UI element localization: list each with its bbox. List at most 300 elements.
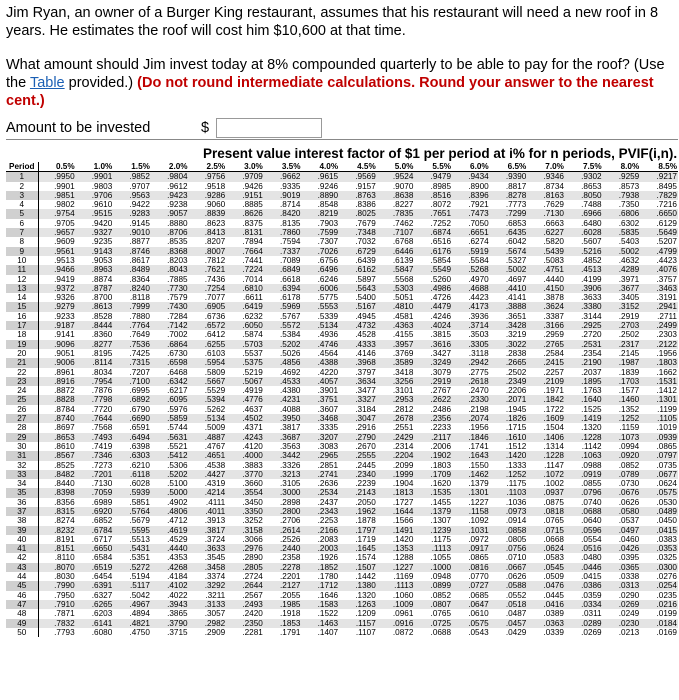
factor-cell: .0624 — [527, 544, 565, 553]
factor-cell: .2790 — [339, 433, 377, 442]
factor-cell: .6496 — [301, 265, 339, 274]
factor-cell: .6650 — [76, 544, 114, 553]
table-link[interactable]: Table — [29, 75, 65, 91]
factor-cell: .3427 — [430, 348, 452, 358]
factor-cell: .2303 — [656, 330, 677, 340]
table-row — [6, 507, 678, 516]
factor-cell: .6419 — [226, 302, 264, 311]
factor-cell: .6920 — [76, 507, 114, 516]
factor-cell: .7999 — [113, 302, 151, 311]
factor-cell: .5268 — [452, 265, 490, 274]
factor-cell: .9756 — [189, 172, 227, 182]
factor-cell: .6736 — [204, 311, 226, 321]
factor-cell: .0311 — [581, 609, 602, 619]
factor-cell: .6398 — [129, 441, 150, 451]
factor-cell: .9070 — [392, 181, 414, 191]
factor-cell: .0334 — [565, 600, 603, 609]
factor-cell: .9950 — [38, 172, 76, 182]
factor-cell: .5207 — [656, 237, 677, 247]
rate-header: 7.5% — [565, 162, 603, 172]
period-cell: 40 — [6, 535, 38, 544]
factor-cell: .0575 — [640, 488, 678, 497]
factor-cell: .7812 — [204, 255, 226, 265]
factor-cell: .0626 — [505, 572, 527, 582]
period-cell: 38 — [6, 516, 38, 525]
table-row — [6, 526, 678, 535]
factor-cell: .0756 — [490, 544, 528, 553]
factor-cell: .7730 — [151, 284, 189, 293]
factor-cell: .7954 — [76, 377, 114, 386]
rate-header: 7.0% — [527, 162, 565, 172]
factor-cell: .7488 — [581, 200, 602, 210]
factor-cell: .2198 — [468, 404, 489, 414]
factor-cell: .3166 — [527, 321, 565, 330]
factor-cell: .6454 — [91, 572, 113, 582]
factor-cell: .2122 — [640, 340, 678, 349]
factor-cell: .6618 — [279, 274, 301, 284]
factor-cell: .1379 — [468, 479, 489, 489]
factor-cell: .1263 — [339, 600, 377, 609]
factor-cell: .0647 — [452, 600, 490, 609]
pvif-table — [6, 162, 678, 637]
factor-cell: .4821 — [113, 619, 151, 628]
factor-cell: .3428 — [490, 321, 528, 330]
factor-cell: .8043 — [151, 265, 189, 274]
factor-cell: .3405 — [618, 293, 640, 303]
factor-cell: .2531 — [565, 340, 603, 349]
factor-cell: .8817 — [505, 181, 527, 191]
factor-cell: .4141 — [505, 293, 527, 303]
factor-cell: .9662 — [264, 172, 302, 182]
factor-cell: .0289 — [565, 619, 603, 628]
factor-cell: .5262 — [204, 404, 226, 414]
factor-cell: .8114 — [76, 358, 114, 367]
factor-cell: .7568 — [91, 423, 113, 433]
factor-cell: .6572 — [189, 321, 227, 330]
factor-cell: .8420 — [264, 209, 302, 218]
factor-cell: .9563 — [113, 191, 151, 200]
factor-cell: .0914 — [505, 516, 527, 526]
factor-cell: .0300 — [640, 563, 678, 572]
factor-cell: .6103 — [204, 348, 226, 358]
factor-cell: .8653 — [581, 181, 602, 191]
answer-divider — [6, 139, 678, 140]
factor-cell: .5002 — [603, 247, 641, 256]
factor-cell: .5847 — [377, 265, 415, 274]
factor-cell: .2941 — [640, 302, 678, 311]
factor-cell: .0789 — [603, 470, 641, 479]
period-cell: 47 — [6, 600, 38, 609]
period-cell: 16 — [6, 312, 38, 321]
factor-cell: .4936 — [317, 330, 339, 340]
factor-cell: .3660 — [242, 479, 263, 489]
factor-cell: .8525 — [54, 460, 75, 470]
factor-cell: .1159 — [619, 423, 640, 433]
factor-cell: .0765 — [430, 609, 452, 619]
factor-cell: .4776 — [226, 395, 264, 404]
factor-cell: .7273 — [91, 460, 113, 470]
factor-cell: .1113 — [414, 544, 452, 553]
factor-cell: .4246 — [430, 311, 452, 321]
factor-cell: .2204 — [377, 451, 415, 460]
factor-cell: .2109 — [527, 377, 565, 386]
factor-cell: .6650 — [640, 209, 678, 218]
factor-cell: .4440 — [151, 544, 189, 553]
factor-cell: .0460 — [618, 534, 640, 544]
factor-cell: .0797 — [640, 451, 678, 460]
factor-cell: .3633 — [189, 544, 227, 553]
factor-cell: .3633 — [581, 293, 602, 303]
factor-cell: .0994 — [618, 441, 640, 451]
factor-cell: .4268 — [151, 563, 189, 572]
factor-cell: .4651 — [189, 451, 227, 460]
factor-cell: .2437 — [317, 497, 339, 507]
factor-cell: .1380 — [339, 581, 377, 590]
factor-cell: .8784 — [54, 404, 75, 414]
factor-cell: .3943 — [151, 600, 189, 609]
factor-cell: .1780 — [317, 572, 339, 582]
factor-cell: .5051 — [392, 293, 414, 303]
factor-cell: .0715 — [527, 526, 565, 535]
factor-cell: .2278 — [264, 563, 302, 572]
factor-cell: .7579 — [167, 293, 188, 303]
factor-cell: .8763 — [339, 191, 377, 200]
factor-cell: .7894 — [242, 237, 263, 247]
table-row — [6, 581, 678, 590]
amount-input[interactable] — [216, 118, 322, 138]
factor-cell: .7910 — [38, 600, 76, 609]
factor-cell: .1985 — [264, 600, 302, 609]
question-paragraph-1: Jim Ryan, an owner of a Burger King restaurant, assumes that his restaurant will need a new roof in 8 years. He estimates the roof will cost him $10,600 at that time. — [6, 5, 659, 39]
factor-cell: .0554 — [581, 534, 602, 544]
factor-cell: .6274 — [468, 237, 489, 247]
factor-cell: .7885 — [167, 274, 188, 284]
factor-cell: .1199 — [657, 404, 677, 414]
factor-cell: .1333 — [505, 460, 527, 470]
factor-cell: .2003 — [301, 544, 339, 553]
factor-cell: .8638 — [377, 191, 415, 200]
factor-cell: .3066 — [242, 534, 263, 544]
period-cell: 29 — [6, 433, 38, 442]
factor-cell: .9279 — [38, 302, 76, 311]
factor-cell: .3000 — [264, 488, 302, 497]
factor-cell: .9390 — [490, 172, 528, 182]
factor-cell: .3191 — [656, 293, 677, 303]
factor-cell: .5667 — [189, 377, 227, 386]
factor-cell: .0545 — [527, 563, 565, 572]
factor-cell: .3770 — [226, 470, 264, 479]
table-row — [6, 182, 678, 191]
period-cell: 32 — [6, 461, 38, 470]
factor-cell: .1971 — [543, 386, 564, 396]
factor-cell: .4502 — [226, 414, 264, 423]
factor-cell: .0476 — [527, 581, 565, 590]
factor-cell: .5167 — [339, 302, 377, 311]
factor-cell: .0961 — [392, 609, 414, 619]
factor-cell: .8787 — [76, 284, 114, 293]
factor-cell: .1853 — [264, 619, 302, 628]
factor-cell: .9901 — [76, 172, 114, 182]
factor-cell: .9705 — [54, 218, 75, 228]
factor-cell: .3450 — [242, 497, 263, 507]
factor-cell: .2703 — [603, 321, 641, 330]
factor-cell: .1839 — [618, 367, 640, 377]
factor-cell: .2470 — [468, 386, 489, 396]
period-cell: 18 — [6, 330, 38, 339]
factor-cell: .3817 — [189, 526, 227, 535]
factor-cell: .6255 — [189, 340, 227, 349]
factor-cell: .1420 — [392, 534, 414, 544]
factor-cell: .4902 — [167, 497, 188, 507]
factor-cell: .1643 — [452, 451, 490, 460]
factor-cell: .0858 — [490, 526, 528, 535]
factor-cell: .3651 — [505, 311, 527, 321]
factor-cell: .4751 — [527, 265, 565, 274]
factor-cell: .2317 — [603, 340, 641, 349]
factor-cell: .8440 — [54, 479, 75, 489]
factor-cell: .7026 — [301, 247, 339, 256]
factor-cell: .4371 — [242, 423, 263, 433]
factor-cell: .5584 — [468, 255, 489, 265]
factor-cell: .9141 — [54, 330, 75, 340]
factor-cell: .6598 — [151, 358, 189, 367]
factor-cell: .4726 — [430, 293, 452, 303]
factor-cell: .9286 — [189, 191, 227, 200]
factor-cell: .2584 — [543, 348, 564, 358]
factor-cell: .3901 — [317, 386, 339, 396]
factor-cell: .5117 — [113, 581, 151, 590]
factor-cell: .3213 — [264, 470, 302, 479]
factor-cell: .5744 — [167, 423, 188, 433]
factor-cell: .0852 — [618, 460, 640, 470]
factor-cell: .1412 — [656, 386, 677, 396]
factor-cell: .5976 — [167, 404, 188, 414]
factor-cell: .1703 — [603, 377, 641, 386]
factor-cell: .4986 — [414, 284, 452, 293]
factor-cell: .6591 — [129, 423, 150, 433]
factor-cell: .8963 — [76, 265, 114, 274]
factor-cell: .5553 — [301, 302, 339, 311]
factor-cell: .1962 — [339, 507, 377, 516]
factor-cell: .7130 — [91, 479, 113, 489]
factor-cell: .4184 — [167, 572, 188, 582]
factor-cell: .3057 — [204, 609, 226, 619]
factor-cell: .5000 — [151, 488, 189, 497]
factor-cell: .8700 — [91, 293, 113, 303]
factor-cell: .2720 — [581, 330, 602, 340]
factor-cell: .5134 — [189, 414, 227, 423]
table-row — [6, 563, 678, 572]
factor-cell: .8386 — [355, 200, 376, 210]
factor-cell: .5607 — [581, 237, 602, 247]
table-row — [6, 405, 678, 414]
factor-cell: .4945 — [355, 311, 376, 321]
factor-cell: .8890 — [301, 191, 339, 200]
factor-cell: .0249 — [618, 609, 640, 619]
factor-cell: .9157 — [355, 181, 376, 191]
factor-cell: .0939 — [640, 433, 678, 442]
factor-cell: .7216 — [656, 200, 677, 210]
factor-cell: .6176 — [414, 247, 452, 256]
factor-cell: .8070 — [38, 563, 76, 572]
table-row — [6, 172, 678, 182]
factor-cell: .1727 — [392, 497, 414, 507]
period-cell: 26 — [6, 405, 38, 414]
table-row — [6, 433, 678, 442]
factor-cell: .5679 — [129, 516, 150, 526]
table-row — [6, 358, 678, 367]
factor-cell: .8489 — [113, 265, 151, 274]
factor-cell: .5851 — [129, 497, 150, 507]
factor-cell: .5134 — [301, 321, 339, 330]
factor-cell: .7350 — [618, 200, 640, 210]
question-text — [6, 4, 672, 110]
table-row — [6, 461, 678, 470]
factor-cell: .4199 — [581, 274, 602, 284]
factor-cell: .0796 — [565, 488, 603, 497]
table-row — [6, 442, 678, 451]
factor-cell: .9187 — [38, 321, 76, 330]
factor-cell: .1175 — [506, 479, 527, 489]
factor-cell: .1228 — [527, 451, 565, 460]
factor-cell: .3624 — [527, 302, 565, 311]
factor-cell: .7921 — [468, 200, 489, 210]
factor-cell: .2206 — [505, 386, 527, 396]
factor-cell: .0872 — [392, 627, 414, 637]
factor-cell: .0688 — [430, 627, 452, 637]
factor-cell: .0948 — [430, 572, 452, 582]
factor-cell: .9217 — [640, 172, 678, 182]
factor-cell: .4887 — [189, 433, 227, 442]
factor-cell: .4810 — [377, 302, 415, 311]
factor-cell: .1107 — [355, 627, 376, 637]
factor-cell: .8050 — [565, 191, 603, 200]
period-cell: 8 — [6, 237, 38, 246]
factor-cell: .1158 — [452, 507, 490, 516]
factor-cell: .1577 — [618, 386, 640, 396]
factor-cell: .7835 — [377, 209, 415, 218]
factor-cell: .9302 — [565, 172, 603, 182]
factor-cell: .5351 — [129, 553, 150, 563]
factor-cell: .1406 — [527, 433, 565, 442]
factor-cell: .6995 — [129, 386, 150, 396]
factor-cell: .1060 — [392, 590, 414, 600]
factor-cell: .5820 — [543, 237, 564, 247]
factor-cell: .7536 — [113, 340, 151, 349]
factor-cell: .0610 — [468, 609, 489, 619]
factor-cell: .7284 — [167, 311, 188, 321]
factor-cell: .4102 — [151, 581, 189, 590]
factor-cell: .3152 — [603, 302, 641, 311]
factor-cell: .0230 — [603, 619, 641, 628]
factor-cell: .9754 — [38, 209, 76, 218]
factor-cell: .8623 — [204, 218, 226, 228]
factor-cell: .6129 — [656, 218, 677, 228]
factor-cell: .0415 — [640, 526, 678, 535]
factor-cell: .8007 — [189, 247, 227, 256]
factor-cell: .6730 — [167, 348, 188, 358]
factor-cell: .9422 — [129, 200, 150, 210]
factor-cell: .2356 — [414, 414, 452, 423]
factor-cell: .2350 — [226, 619, 264, 628]
factor-cell: .5631 — [151, 433, 189, 442]
factor-cell: .7629 — [543, 200, 564, 210]
factor-cell: .7348 — [339, 228, 377, 237]
factor-cell: .0919 — [565, 470, 603, 479]
factor-cell: .1610 — [490, 433, 528, 442]
period-cell: 46 — [6, 591, 38, 600]
factor-cell: .1722 — [543, 404, 564, 414]
period-cell: 24 — [6, 386, 38, 395]
factor-cell: .4155 — [392, 330, 414, 340]
factor-cell: .9612 — [167, 181, 188, 191]
table-row — [6, 265, 678, 274]
factor-cell: .1620 — [430, 479, 452, 489]
factor-cell: .7832 — [38, 619, 76, 628]
factor-cell: .6162 — [339, 265, 377, 274]
factor-cell: .1252 — [603, 414, 641, 423]
factor-cell: .2440 — [264, 544, 302, 553]
factor-cell: .3305 — [452, 340, 490, 349]
factor-cell: .3751 — [301, 395, 339, 404]
factor-cell: .3326 — [279, 460, 301, 470]
factor-cell: .2678 — [377, 414, 415, 423]
factor-cell: .9419 — [54, 274, 75, 284]
factor-cell: .6651 — [452, 228, 490, 237]
factor-cell: .1803 — [640, 358, 678, 367]
factor-cell: .0916 — [377, 619, 415, 628]
rate-header: 6.0% — [452, 162, 490, 172]
factor-cell: .6006 — [301, 284, 339, 293]
factor-cell: .1301 — [452, 488, 490, 497]
factor-cell: .9246 — [317, 181, 339, 191]
factor-cell: .6210 — [129, 460, 150, 470]
period-cell: 30 — [6, 442, 38, 451]
factor-cell: .2851 — [317, 460, 339, 470]
factor-cell: .1063 — [565, 451, 603, 460]
factor-cell: .6810 — [226, 284, 264, 293]
factor-cell: .2526 — [279, 534, 301, 544]
factor-cell: .6864 — [151, 340, 189, 349]
factor-cell: .5260 — [430, 274, 452, 284]
factor-cell: .5339 — [317, 311, 339, 321]
factor-cell: .9515 — [76, 209, 114, 218]
factor-cell: .2233 — [430, 423, 452, 433]
factor-cell: .0805 — [505, 534, 527, 544]
factor-cell: .0855 — [581, 479, 602, 489]
factor-cell: .8880 — [167, 218, 188, 228]
factor-cell: .6852 — [91, 516, 113, 526]
factor-cell: .2916 — [355, 423, 376, 433]
factor-cell: .5897 — [355, 274, 376, 284]
factor-cell: .2706 — [279, 516, 301, 526]
factor-cell: .4632 — [618, 255, 640, 265]
factor-cell: .4528 — [355, 330, 376, 340]
factor-cell: .1103 — [490, 488, 528, 497]
factor-cell: .6756 — [317, 255, 339, 265]
factor-cell: .2050 — [355, 497, 376, 507]
factor-cell: .2006 — [430, 441, 452, 451]
factor-cell: .8072 — [430, 200, 452, 210]
factor-cell: .2415 — [527, 358, 565, 367]
factor-cell: .3724 — [204, 534, 226, 544]
factor-cell: .1803 — [430, 460, 452, 470]
period-cell: 43 — [6, 563, 38, 572]
factor-cell: .5568 — [392, 274, 414, 284]
rate-header: 8.5% — [640, 162, 678, 172]
factor-cell: .4529 — [167, 534, 188, 544]
factor-cell: .0920 — [603, 451, 641, 460]
